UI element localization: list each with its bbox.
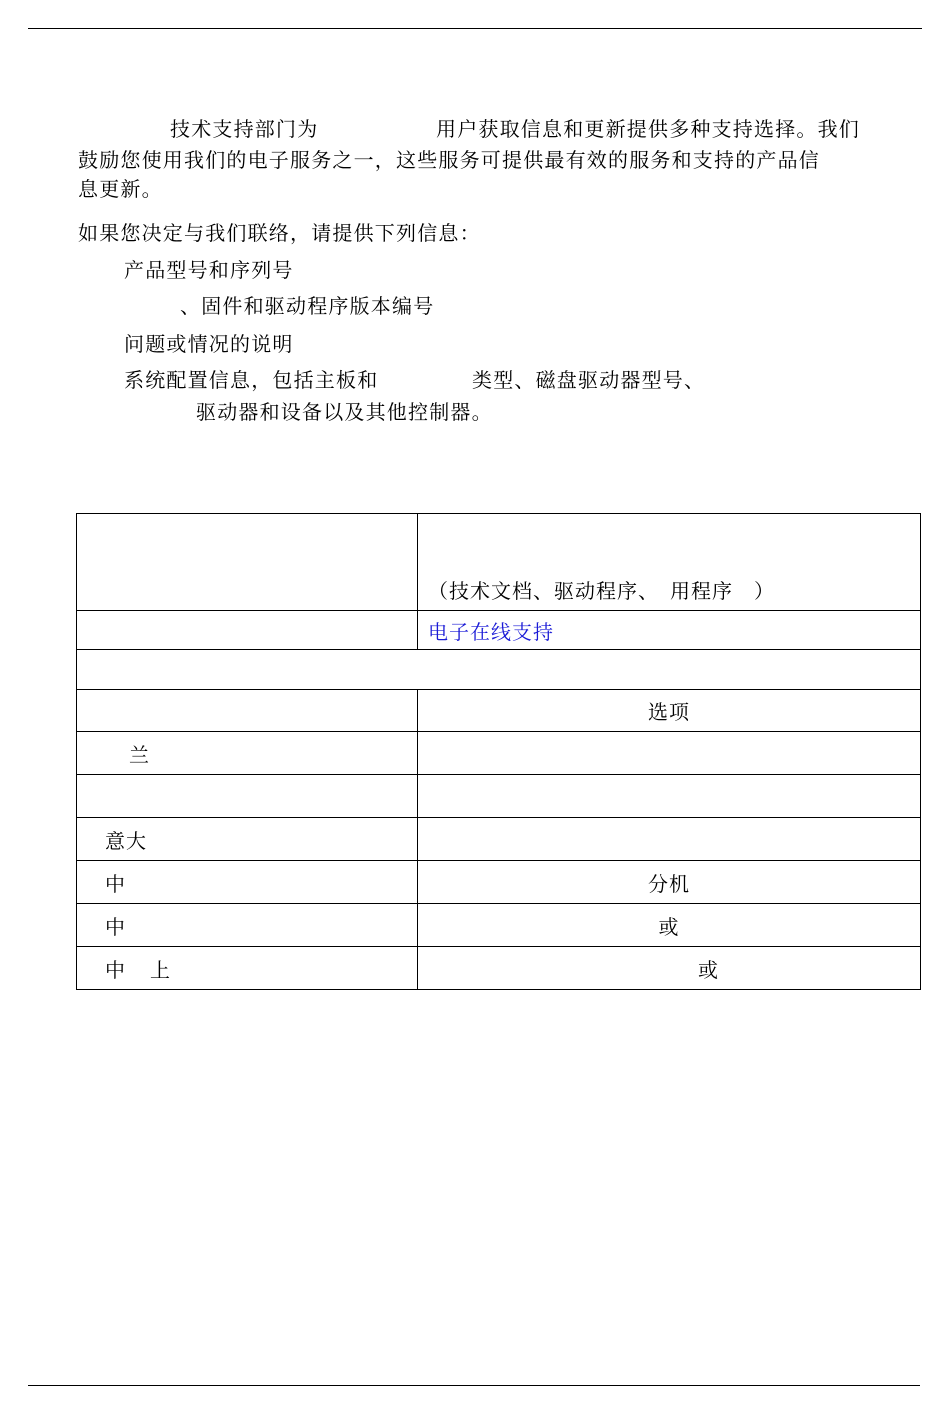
table-row [77, 947, 921, 990]
support-contact-table [76, 513, 921, 990]
table-cell-country-a: 中 [105, 957, 126, 982]
table-cell-or: 或 [418, 904, 921, 947]
table-cell [77, 514, 418, 611]
list-item-config-part2: 类型、磁盘驱动器型号、 [472, 368, 706, 392]
table-row [77, 650, 921, 690]
table-row [77, 611, 921, 650]
intro-line1-part1: 技术支持部门为 [170, 117, 319, 141]
table-cell-country-b: 上 [150, 957, 171, 982]
table-cell [418, 732, 921, 775]
list-item-firmware: 、固件和驱动程序版本编号 [180, 294, 435, 318]
table-cell-options: 选项 [418, 690, 921, 732]
table-row [77, 904, 921, 947]
top-rule [28, 28, 922, 29]
table-cell-or: 或 [418, 947, 921, 990]
table-cell-country: 中 [77, 904, 418, 947]
online-support-link[interactable]: 电子在线支持 [418, 611, 921, 650]
table-cell [77, 611, 418, 650]
intro-line1-part2: 用户获取信息和更新提供多种支持选择。我们 [436, 117, 860, 141]
list-item-config-part1: 系统配置信息，包括主板和 [124, 368, 379, 392]
list-item-product-model: 产品型号和序列号 [124, 258, 294, 282]
table-cell-merged [77, 650, 921, 690]
table-cell-country: 兰 [77, 732, 418, 775]
table-cell [77, 775, 418, 818]
table-cell [77, 690, 418, 732]
table-row [77, 775, 921, 818]
table-row [77, 732, 921, 775]
table-row [77, 690, 921, 732]
bottom-rule [28, 1385, 920, 1386]
table-row [77, 514, 921, 611]
contact-intro: 如果您决定与我们联络，请提供下列信息： [78, 221, 481, 245]
table-cell [418, 818, 921, 861]
table-cell [418, 775, 921, 818]
table-cell-country: 中 [77, 861, 418, 904]
intro-line3: 息更新。 [78, 177, 163, 201]
table-cell-country: 意大 [77, 818, 418, 861]
table-cell-extension: 分机 [418, 861, 921, 904]
table-cell-downloads: （技术文档、驱动程序、 用程序 ） [418, 514, 921, 611]
intro-line2: 鼓励您使用我们的电子服务之一，这些服务可提供最有效的服务和支持的产品信 [78, 148, 820, 172]
list-item-config-line2: 驱动器和设备以及其他控制器。 [196, 400, 493, 424]
table-row [77, 818, 921, 861]
table-cell-country [77, 947, 418, 990]
table-row [77, 861, 921, 904]
list-item-problem: 问题或情况的说明 [124, 332, 294, 356]
